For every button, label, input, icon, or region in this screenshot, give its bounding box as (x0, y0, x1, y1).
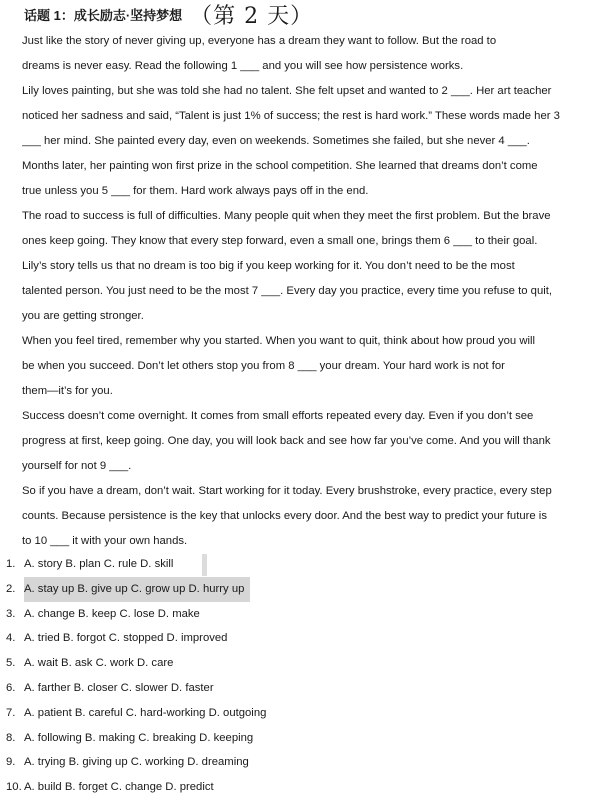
option-text: A. stay up B. give up C. grow up D. hurry up (24, 577, 250, 602)
option-number: 1. (6, 558, 16, 570)
option-number: 6. (6, 681, 16, 694)
option-number: 5. (6, 657, 16, 670)
option-text: A. story B. plan C. rule D. skill (24, 552, 173, 577)
option-item-7[interactable] (0, 701, 604, 726)
option-number: 9. (6, 756, 16, 769)
passage-line: So if you have a dream, don’t wait. Start working for it today. Every brushstroke, every practice, every step (22, 485, 552, 497)
day-heading: （第 2 天） (190, 4, 314, 29)
option-number: 10. (6, 781, 22, 794)
option-item-3[interactable] (0, 602, 604, 627)
option-number: 7. (6, 706, 16, 719)
option-text: A. build B. forget C. change D. predict (24, 781, 214, 794)
passage-line: When you feel tired, remember why you started. When you want to quit, think about how proud you will (22, 335, 536, 347)
passage-line: The road to success is full of difficulties. Many people quit when they meet the first problem. But the brave (22, 210, 551, 222)
passage-line: them—it’s for you. (22, 385, 113, 397)
option-item-9[interactable] (0, 750, 604, 775)
option-text: A. wait B. ask C. work D. care (24, 657, 174, 670)
worksheet-title (24, 0, 313, 30)
topic-heading: 话题 1：成长励志·坚持梦想 (24, 8, 183, 23)
option-text: A. patient B. careful C. hard-working D. outgoing (24, 706, 267, 719)
option-item-5[interactable] (0, 651, 604, 676)
passage-line: progress at first, keep going. One day, you will look back and see how far you’ve come. And you will thank (22, 435, 551, 447)
option-number: 3. (6, 607, 16, 620)
cloze-passage (22, 30, 588, 555)
option-text: A. change B. keep C. lose D. make (24, 607, 200, 620)
passage-line: Success doesn’t come overnight. It comes from small efforts repeated every day. Even if you don’t see (22, 410, 534, 422)
passage-line: Lily loves painting, but she was told she had no talent. She felt upset and wanted to 2 ___. Her art teacher (22, 85, 552, 97)
passage-line: to 10 ___ it with your own hands. (22, 535, 188, 547)
passage-line: ones keep going. They know that every step forward, even a small one, brings them 6 ___ to their goal. (22, 235, 538, 247)
option-number: 4. (6, 632, 16, 645)
passage-line: yourself for not 9 ___. (22, 460, 132, 472)
passage-line: dreams is never easy. Read the following 1 ___ and you will see how persistence works. (22, 60, 464, 72)
passage-line: ___ her mind. She painted every day, even on weekends. Sometimes she failed, but she never 4 ___. (22, 135, 530, 147)
option-text: A. farther B. closer C. slower D. faster (24, 681, 214, 694)
option-item-2[interactable] (0, 577, 604, 602)
answer-options-list (0, 552, 604, 800)
passage-line: you are getting stronger. (22, 310, 144, 322)
passage-line: Just like the story of never giving up, everyone has a dream they want to follow. But the road to (22, 35, 497, 47)
option-number: 8. (6, 731, 16, 744)
passage-line: Months later, her painting won first prize in the school competition. She learned that dreams don’t come (22, 160, 538, 172)
option-text: A. tried B. forgot C. stopped D. improved (24, 632, 228, 645)
option-item-10[interactable] (0, 775, 604, 800)
passage-line: true unless you 5 ___ for them. Hard work always pays off in the end. (22, 185, 369, 197)
option-text: A. following B. making C. breaking D. keeping (24, 731, 254, 744)
option-item-8[interactable] (0, 726, 604, 751)
option-item-6[interactable] (0, 676, 604, 701)
passage-line: counts. Because persistence is the key that unlocks every door. And the best way to predict your future is (22, 510, 547, 522)
passage-line: talented person. You just need to be the most 7 ___. Every day you practice, every time you refuse to quit, (22, 285, 553, 297)
option-text: A. trying B. giving up C. working D. dreaming (24, 756, 249, 769)
passage-line: noticed her sadness and said, “Talent is just 1% of success; the rest is hard work.” These words made her 3 (22, 110, 560, 122)
option-item-4[interactable] (0, 626, 604, 651)
option-number: 2. (6, 582, 16, 595)
option-item-1[interactable] (0, 552, 604, 577)
passage-line: Lily’s story tells us that no dream is too big if you keep working for it. You don’t need to be the most (22, 260, 515, 272)
passage-line: be when you succeed. Don’t let others stop you from 8 ___ your dream. Your hard work is not for (22, 360, 505, 372)
